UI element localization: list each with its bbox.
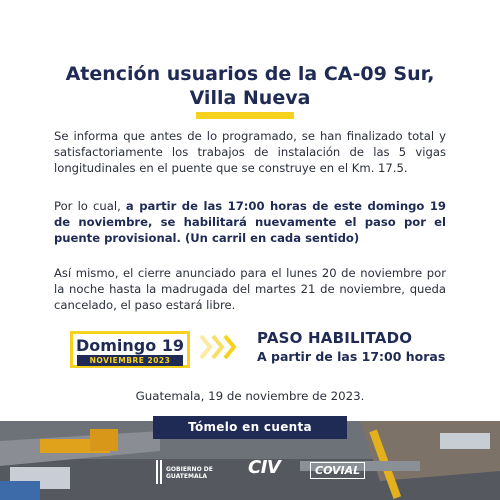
paragraph-2 xyxy=(54,198,446,246)
paragraph-1: Se informa que antes de lo programado, se han finalizado total y satisfactoriamente los trabajos de instalación de las 5 vigas longitudinales en el puente que se construye en el Km. 17.5. xyxy=(54,129,446,175)
date-badge xyxy=(70,331,190,368)
logo-gobierno-text: GOBIERNO DE GUATEMALA xyxy=(166,466,213,480)
header xyxy=(0,62,500,110)
banner-tomelo: Tómelo en cuenta xyxy=(153,416,347,439)
date-line: Guatemala, 19 de noviembre de 2023. xyxy=(135,389,365,403)
title-line-2: Villa Nueva xyxy=(189,87,311,109)
date-day: Domingo 19 xyxy=(75,336,185,355)
date-month: NOVIEMBRE 2023 xyxy=(77,355,183,366)
title-underline xyxy=(196,112,294,119)
paragraph-3: Así mismo, el cierre anunciado para el lunes 20 de noviembre por la noche hasta la madrugada del martes 21 de noviembre, queda cancelado, el paso estará libre. xyxy=(54,266,446,312)
paragraph-2-bold: a partir de las 17:00 horas de este domingo 19 de noviembre, se habilitará nuevamente el paso por el puente provisional. (Un carril en cada sentido) xyxy=(54,199,446,245)
logo-covial: COVIAL xyxy=(310,462,365,479)
logo-gobierno xyxy=(156,460,226,490)
paragraph-2-prefix: Por lo cual, xyxy=(54,199,126,213)
logos-row xyxy=(150,452,360,492)
title-line-1: Atención usuarios de la CA-09 Sur, xyxy=(65,63,435,85)
chevrons-right-icon xyxy=(199,332,245,362)
status-subtitle: A partir de las 17:00 horas xyxy=(257,349,446,364)
logo-civ: CIV xyxy=(248,457,281,478)
flag-mark-icon xyxy=(156,460,162,484)
status-title: PASO HABILITADO xyxy=(257,329,413,347)
